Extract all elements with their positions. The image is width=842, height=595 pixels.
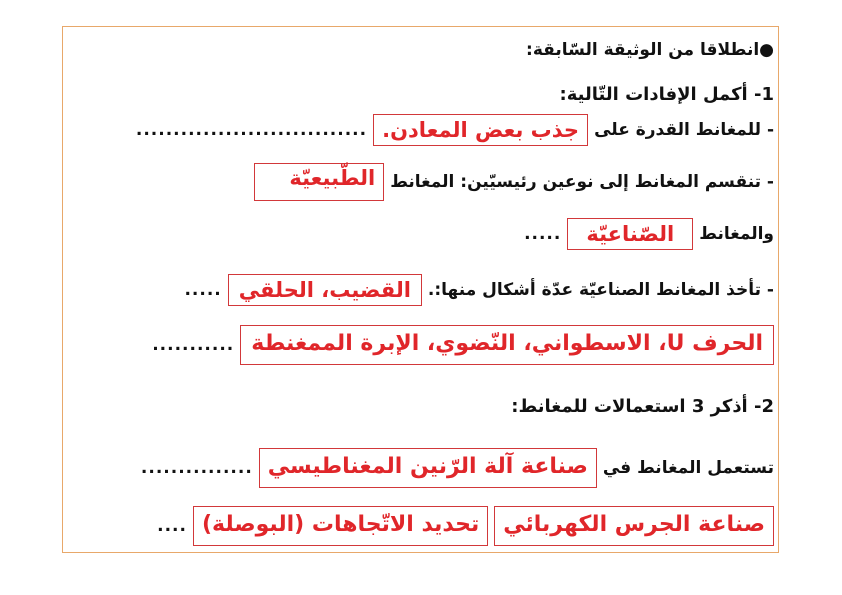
q2-line2-dots: .... [157, 516, 187, 536]
intro-line [68, 30, 774, 70]
q1-line3-answer: الصّناعيّة [567, 218, 693, 250]
q1-line4-text: - تأخذ المغانط الصناعيّة عدّة أشكال منها:. [427, 280, 774, 300]
q1-line4-dots: ..... [184, 280, 222, 300]
q2-line1-dots: ............... [140, 458, 253, 478]
q2-line2-answer1: صناعة الجرس الكهربائي [494, 506, 774, 546]
q1-title-line [68, 74, 774, 114]
q2-line1-answer: صناعة آلة الرّنين المغناطيسي [259, 448, 597, 488]
q1-line1 [68, 110, 774, 150]
q1-line2-text: - تنقسم المغانط إلى نوعين رئيسيّين: المغانط [390, 172, 774, 192]
q1-line1-dots: ............................... [135, 120, 368, 140]
q1-line5-dots: ........... [152, 335, 235, 355]
intro-text: ●انطلاقا من الوثيقة السّابقة: [526, 40, 774, 60]
q1-line2 [68, 162, 774, 202]
q2-title-line [68, 386, 774, 426]
q1-line3 [68, 214, 774, 254]
q1-title: 1- أكمل الإفادات التّالية: [559, 83, 774, 105]
q1-line1-text: - للمغانط القدرة على [594, 120, 774, 140]
q2-line2 [68, 503, 774, 549]
q1-line5-answer: الحرف U، الاسطواني، النّضوي، الإبرة الممغنطة [240, 325, 774, 365]
q1-line3-dots: ..... [524, 224, 562, 244]
q1-line3-text: والمغانط [699, 224, 774, 244]
q1-line2-answer: الطّبيعيّة [254, 163, 384, 201]
q2-line1-text: تستعمل المغانط في [602, 458, 774, 478]
q2-line2-answer2: تحديد الاتّجاهات (البوصلة) [193, 506, 488, 546]
q1-line5 [68, 323, 774, 367]
q1-line4 [68, 270, 774, 310]
q1-line4-answer: القضيب، الحلقي [228, 274, 422, 306]
q2-line1 [68, 446, 774, 490]
q1-line1-answer: جذب بعض المعادن. [373, 114, 588, 146]
q2-title: 2- أذكر 3 استعمالات للمغانط: [511, 395, 774, 417]
